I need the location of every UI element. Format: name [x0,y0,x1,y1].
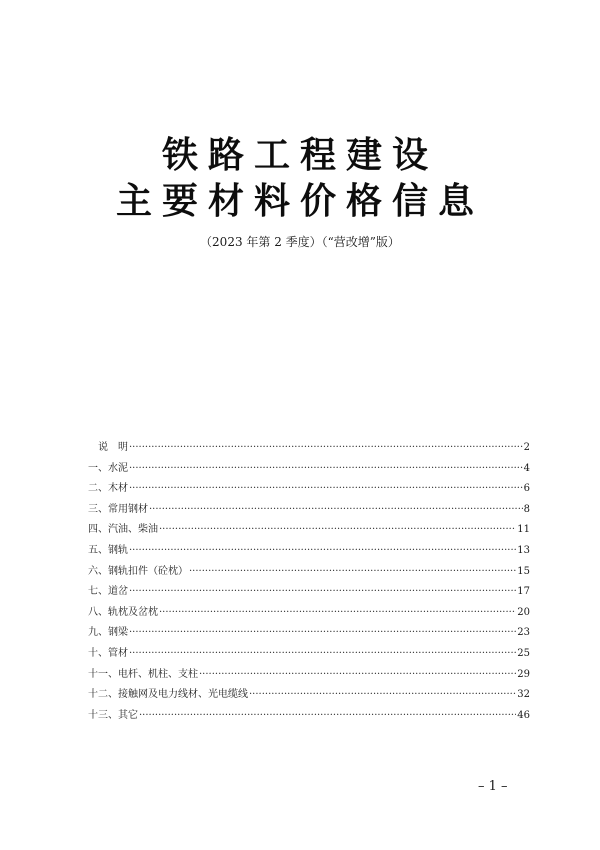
toc-leader-dots [189,566,516,577]
toc-leader-dots [129,586,516,597]
toc-entry-label: 十、管材 [88,647,128,659]
toc-entry-label: 三、常用钢材 [88,503,148,515]
toc-leader-dots [129,627,516,638]
toc-entry-steel-beams[interactable] [88,623,530,644]
toc-leader-dots [249,689,516,700]
toc-entry-page: 2 [523,442,530,453]
toc-leader-dots [129,545,516,556]
toc-leader-dots [139,710,516,721]
toc-entry-label: 二、木材 [88,483,128,495]
toc-entry-page: 20 [517,606,530,618]
toc-entry-label: 七、道岔 [88,586,128,598]
toc-leader-dots [199,669,516,680]
toc-entry-label: 六、钢轨扣件（砼枕） [88,565,188,577]
document-title-line-2: 主要材料价格信息 [115,181,484,222]
toc-entry-page: 25 [517,647,530,659]
table-of-contents [88,438,530,726]
toc-entry-steel[interactable] [88,500,530,521]
toc-leader-dots [149,504,523,515]
page-number: – 1 – [478,779,508,794]
toc-entry-page: 15 [517,565,530,577]
toc-entry-label: 五、钢轨 [88,544,128,556]
toc-entry-cables[interactable] [88,685,530,706]
toc-entry-others[interactable] [88,706,530,727]
document-title-line-1: 铁路工程建设 [161,135,438,176]
toc-entry-page: 23 [517,627,530,639]
toc-leader-dots [129,442,523,453]
toc-entry-poles[interactable] [88,665,530,686]
toc-entry-label: 十一、电杆、机柱、支柱 [88,668,198,680]
toc-entry-label: 四、汽油、柴油 [88,524,158,536]
toc-entry-page: 32 [517,689,530,701]
toc-entry-page: 8 [523,503,530,515]
toc-entry-label: 十二、接触网及电力线材、光电缆线 [88,689,248,701]
toc-entry-page: 17 [517,586,530,598]
toc-entry-rail-fasteners[interactable] [88,562,530,583]
toc-entry-sleepers[interactable] [88,603,530,624]
toc-entry-timber[interactable] [88,479,530,500]
toc-leader-dots [129,648,516,659]
toc-entry-page: 11 [517,524,530,536]
toc-leader-dots [129,463,523,474]
toc-entry-cement[interactable] [88,459,530,480]
toc-leader-dots [129,483,523,494]
toc-entry-fuel[interactable] [88,520,530,541]
toc-entry-rail[interactable] [88,541,530,562]
toc-entry-page: 4 [523,462,530,474]
toc-entry-page: 29 [517,668,530,680]
toc-leader-dots [159,607,516,618]
toc-entry-page: 46 [517,709,530,721]
toc-entry-page: 13 [517,544,530,556]
toc-entry-label: 十三、其它 [88,709,138,721]
toc-entry-label: 一、水泥 [88,462,128,474]
toc-entry-label: 九、钢梁 [88,627,128,639]
toc-entry-turnouts[interactable] [88,582,530,603]
toc-entry-pipes[interactable] [88,644,530,665]
document-subtitle: （2023 年第 2 季度）（“营改增”版） [200,235,400,249]
toc-entry-label: 说 明 [98,442,128,453]
toc-entry-page: 6 [523,483,530,495]
toc-entry-preface[interactable] [88,438,530,459]
toc-leader-dots [159,524,516,535]
toc-entry-label: 八、轨枕及岔枕 [88,606,158,618]
